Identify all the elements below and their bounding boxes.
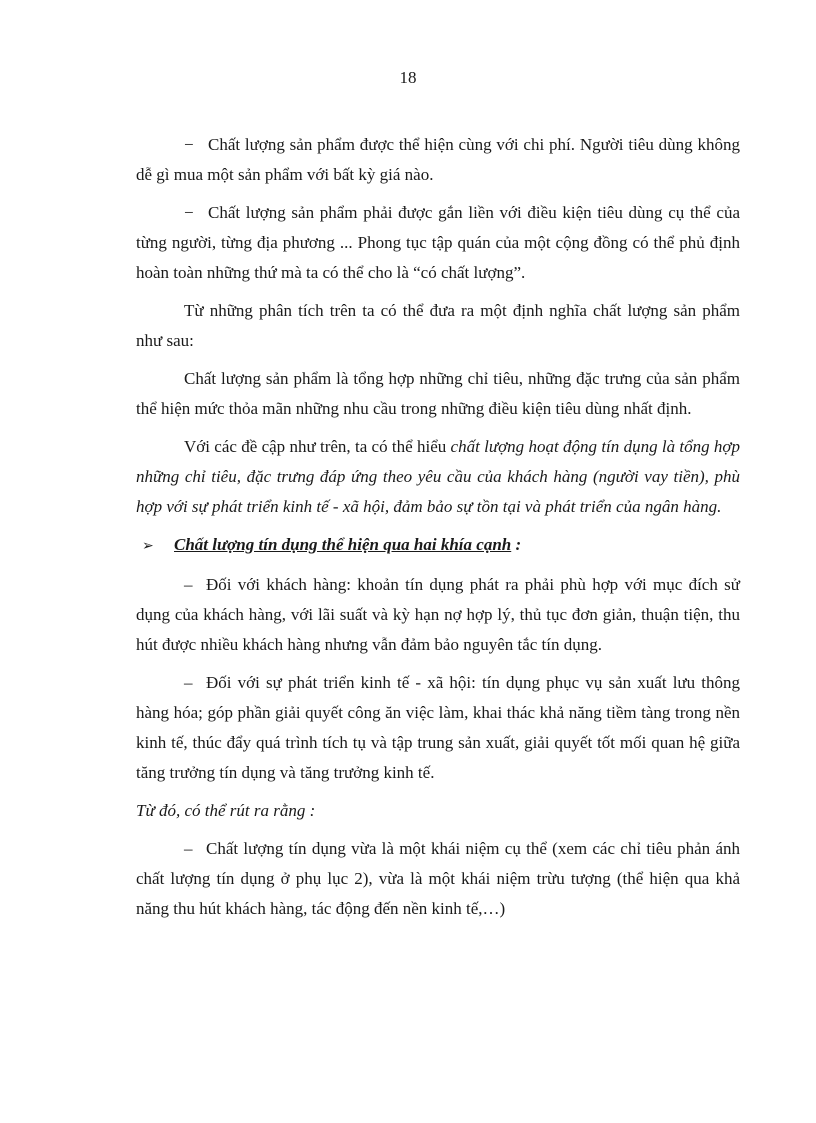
dash-marker: – bbox=[184, 839, 193, 858]
paragraph-text: Chất lượng sản phẩm phải được gắn liền với điều kiện tiêu dùng cụ thể của từng người, từng địa phương ... Phong tục tập quán của một cộng đồng có thể phủ định hoàn toàn những thứ mà ta có thể cho là “có chất lượng”. bbox=[136, 203, 740, 282]
section-heading bbox=[136, 530, 740, 562]
arrow-bullet-icon: ➢ bbox=[142, 539, 154, 554]
paragraph-economy-bullet bbox=[136, 668, 740, 788]
dash-marker: − bbox=[184, 203, 194, 222]
paragraph-lead: Với các đề cập như trên, ta có thể hiểu bbox=[184, 437, 451, 456]
paragraph-customer-bullet bbox=[136, 570, 740, 660]
dash-marker: − bbox=[184, 135, 194, 154]
section-heading-suffix: : bbox=[511, 535, 522, 554]
paragraph-credit-quality bbox=[136, 432, 740, 522]
paragraph-conclusion: Từ đó, có thể rút ra rằng : bbox=[136, 801, 316, 820]
dash-marker: – bbox=[184, 575, 193, 594]
section-heading-text: Chất lượng tín dụng thể hiện qua hai khía cạnh bbox=[174, 535, 512, 554]
document-body bbox=[136, 130, 740, 932]
paragraph-text: Đối với sự phát triển kinh tế - xã hội: tín dụng phục vụ sản xuất lưu thông hàng hóa; góp phần giải quyết công ăn việc làm, khai thác khả năng tiềm tàng trong nền kinh tế, thúc đẩy quá trình tích tụ và tập trung sản xuất, giải quyết tốt mối quan hệ giữa tăng trưởng tín dụng và tăng trưởng kinh tế. bbox=[136, 673, 740, 782]
paragraph-text: Chất lượng tín dụng vừa là một khái niệm cụ thể (xem các chỉ tiêu phản ánh chất lượng tín dụng ở phụ lục 2), vừa là một khái niệm trừu tượng (thể hiện qua khả năng thu hút khách hàng, tác động đến nền kinh tế,…) bbox=[136, 839, 740, 918]
dash-marker: – bbox=[184, 673, 193, 692]
paragraph-usage-bullet bbox=[136, 198, 740, 288]
paragraph-text: Chất lượng sản phẩm được thể hiện cùng với chi phí. Người tiêu dùng không dễ gì mua một sản phẩm với bất kỳ giá nào. bbox=[136, 135, 740, 184]
page-number: 18 bbox=[399, 68, 417, 87]
paragraph-definition: Chất lượng sản phẩm là tổng hợp những chỉ tiêu, những đặc trưng của sản phẩm thể hiện mức thỏa mãn những nhu cầu trong những điều kiện tiêu dùng nhất định. bbox=[136, 369, 740, 418]
paragraph-cost-bullet bbox=[136, 130, 740, 190]
paragraph-text: Đối với khách hàng: khoản tín dụng phát ra phải phù hợp với mục đích sử dụng của khách hàng, với lãi suất và kỳ hạn nợ hợp lý, thủ tục đơn giản, thuận tiện, thu hút được nhiều khách hàng nhưng vẫn đảm bảo nguyên tắc tín dụng. bbox=[136, 575, 740, 654]
paragraph-analysis: Từ những phân tích trên ta có thể đưa ra một định nghĩa chất lượng sản phẩm như sau: bbox=[136, 301, 740, 350]
paragraph-concept-bullet bbox=[136, 834, 740, 924]
paragraph-italic-definition: chất lượng hoạt động tín dụng là tổng hợp những chỉ tiêu, đặc trưng đáp ứng theo yêu cầu của khách hàng (người vay tiền), phù hợp với sự phát triển kinh tế - xã hội, đảm bảo sự tồn tại và phát triển của ngân hàng. bbox=[136, 437, 740, 516]
